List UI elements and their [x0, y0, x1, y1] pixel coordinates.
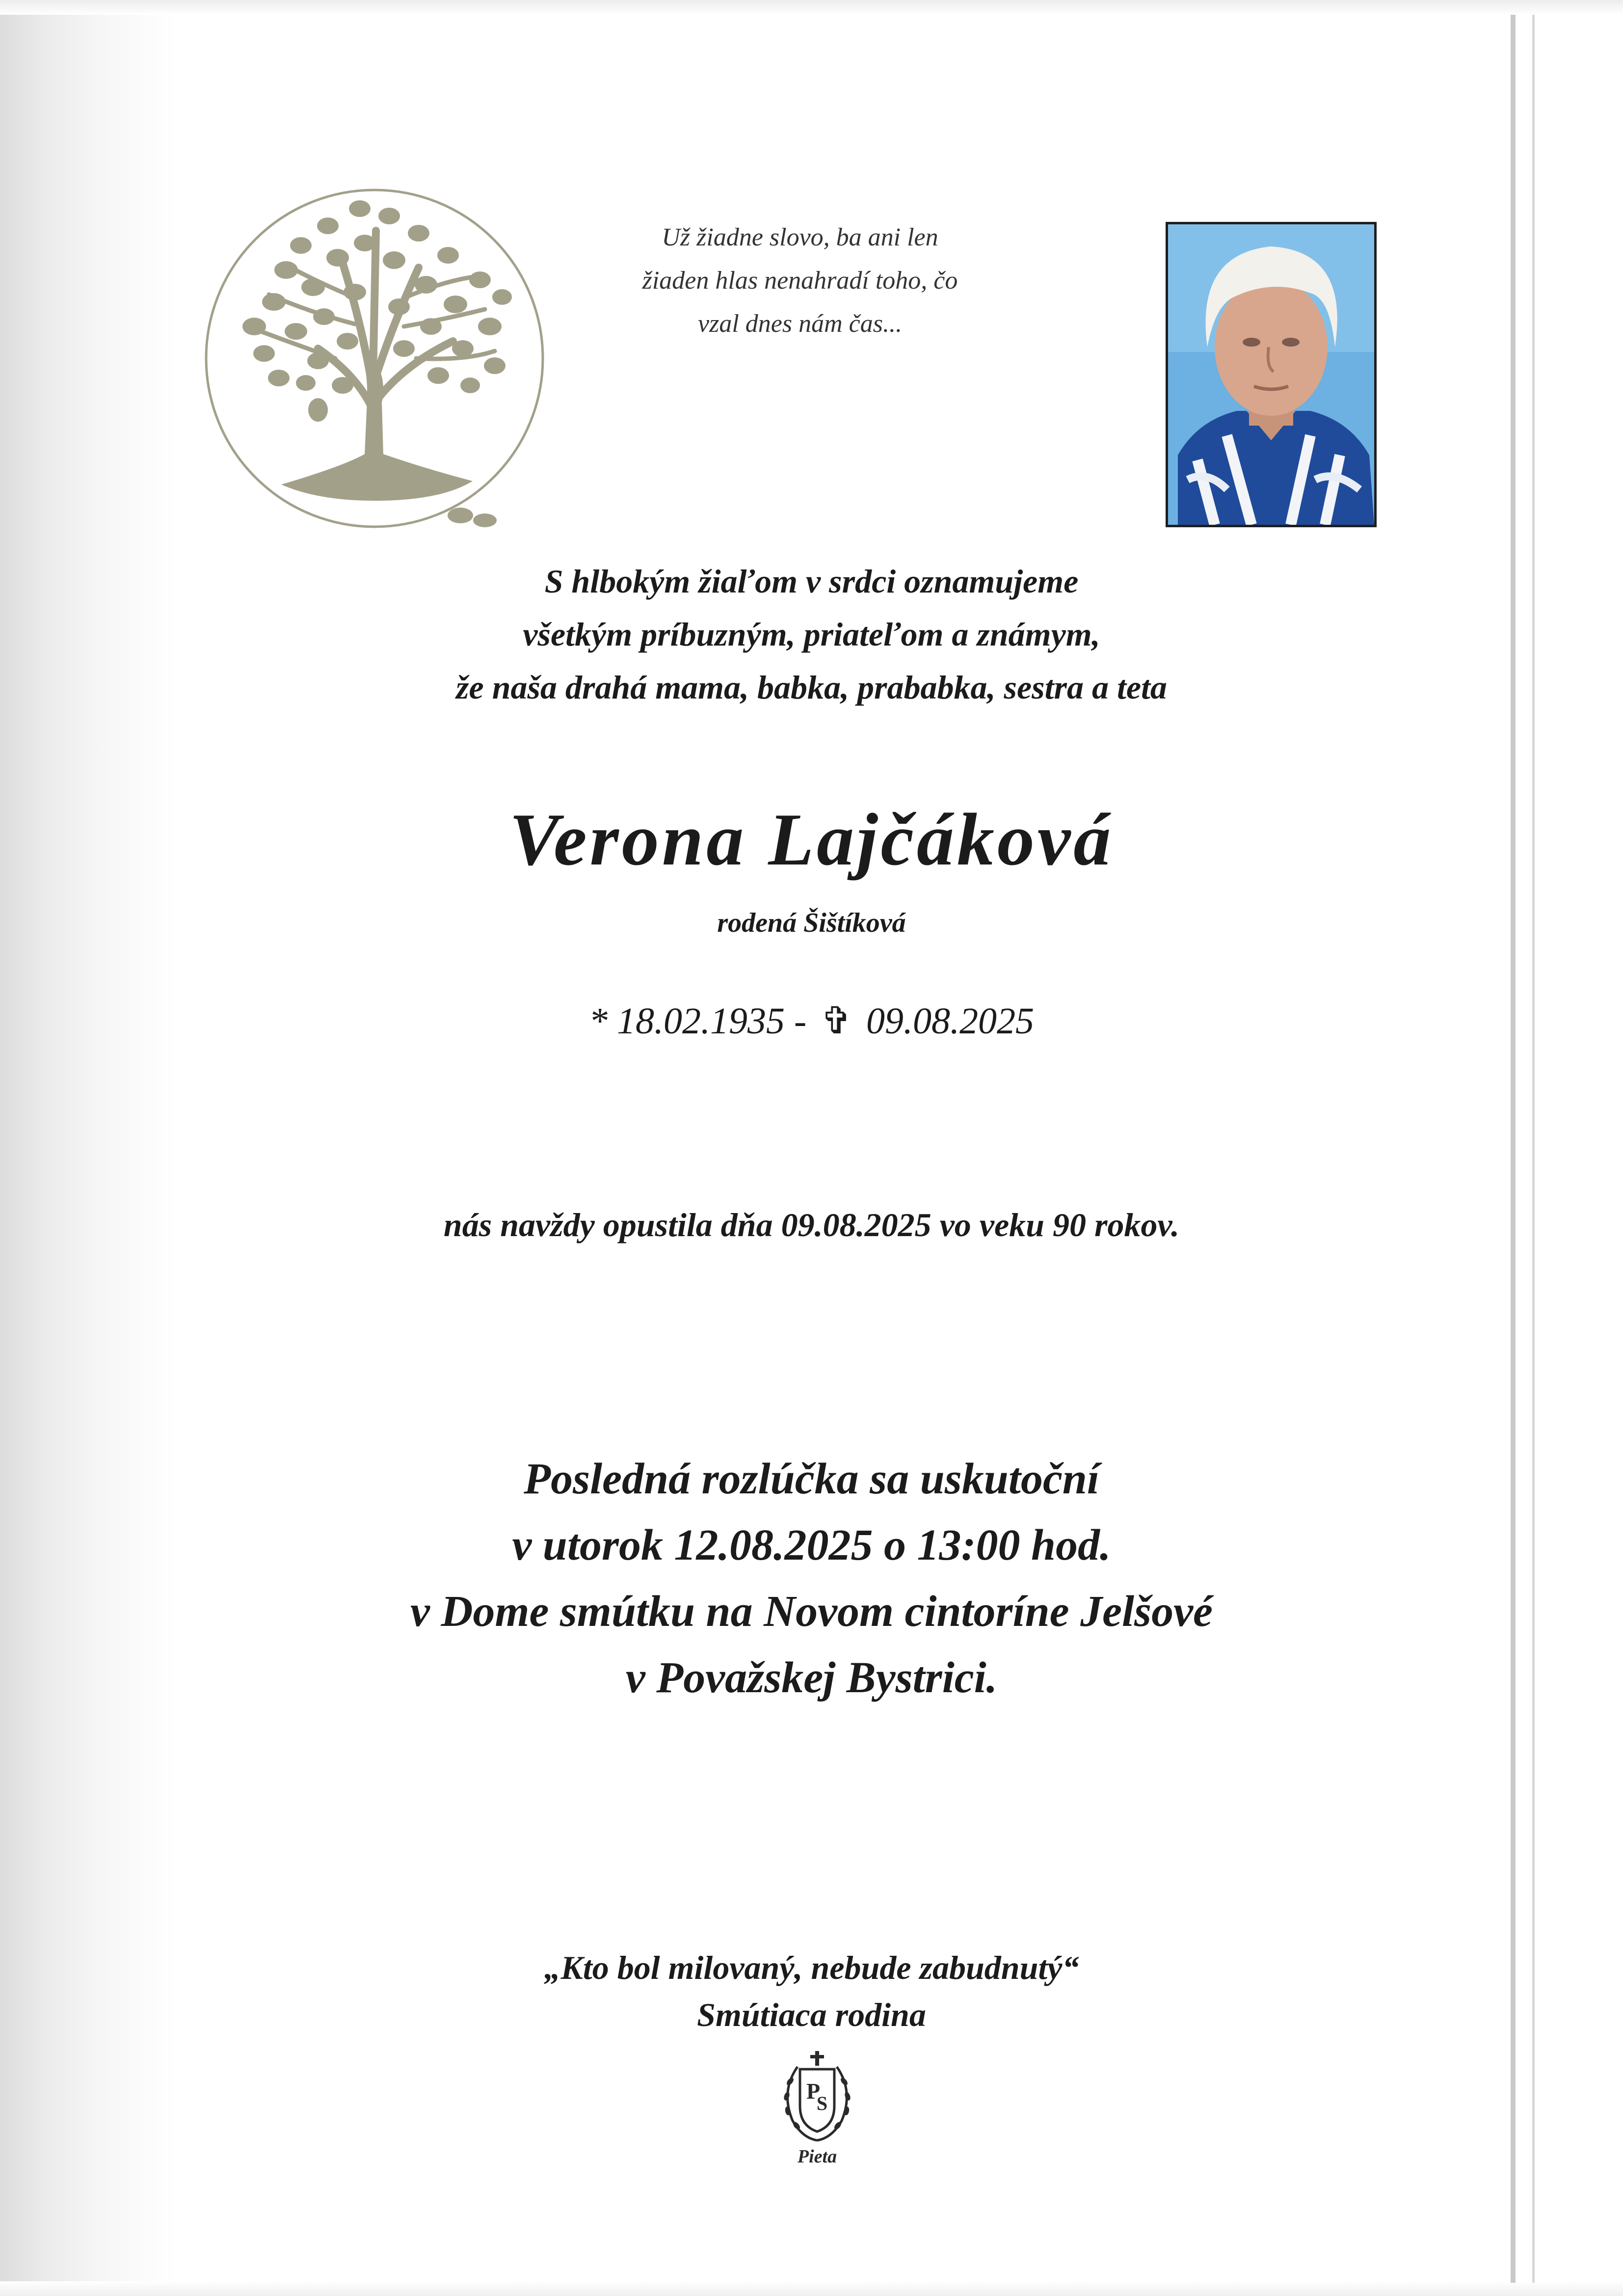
verse-line: Už žiadne slovo, ba ani len: [662, 223, 938, 251]
cross-icon: ✞: [821, 1000, 852, 1042]
funeral-line: Posledná rozlúčka sa uskutoční: [524, 1455, 1099, 1503]
logo-wordmark: Pieta: [797, 2146, 837, 2167]
funeral-line: v Dome smútku na Novom cintoríne Jelšové: [410, 1587, 1213, 1636]
funeral-details: [0, 1446, 1623, 1711]
portrait-photo: [1166, 222, 1377, 527]
scan-edge-top: [0, 0, 1623, 15]
death-date: 09.08.2025: [866, 1000, 1034, 1042]
pieta-logo-icon: [773, 2047, 861, 2170]
verse-line: vzal dnes nám čas...: [698, 310, 902, 338]
funeral-line: v utorok 12.08.2025 o 13:00 hod.: [512, 1521, 1111, 1569]
birth-date: * 18.02.1935 -: [589, 1000, 807, 1042]
verse-line: žiaden hlas nenahradí toho, čo: [642, 267, 958, 295]
portrait-image: [1168, 224, 1374, 525]
life-dates: [0, 994, 1623, 1048]
maiden-name: rodená Šištíková: [717, 908, 906, 938]
margin-rule-thin: [1532, 15, 1535, 2283]
announcement-line: S hlbokým žiaľom v srdci oznamujeme: [544, 563, 1079, 600]
tree-of-life-icon: [195, 179, 554, 538]
motto: „Kto bol milovaný, nebude zabudnutý“: [544, 1949, 1079, 1986]
closing: [0, 1944, 1623, 2038]
logo-initial-s: S: [816, 2092, 828, 2114]
memorial-verse: [555, 216, 1045, 346]
scan-edge-bottom: [0, 2281, 1623, 2296]
logo-initial-p: P: [806, 2079, 821, 2104]
margin-rule: [1511, 15, 1516, 2283]
signature: Smútiaca rodina: [697, 1996, 926, 2033]
announcement-line: všetkým príbuzným, priateľom a známym,: [523, 616, 1100, 653]
funeral-line: v Považskej Bystrici.: [625, 1653, 998, 1702]
deceased-name: Verona Lajčáková: [509, 798, 1114, 881]
announcement-line: že naša drahá mama, babka, prababka, sestra a teta: [456, 669, 1167, 706]
announcement: [0, 555, 1623, 714]
passing-statement: nás navždy opustila dňa 09.08.2025 vo veku 90 rokov.: [443, 1206, 1180, 1243]
